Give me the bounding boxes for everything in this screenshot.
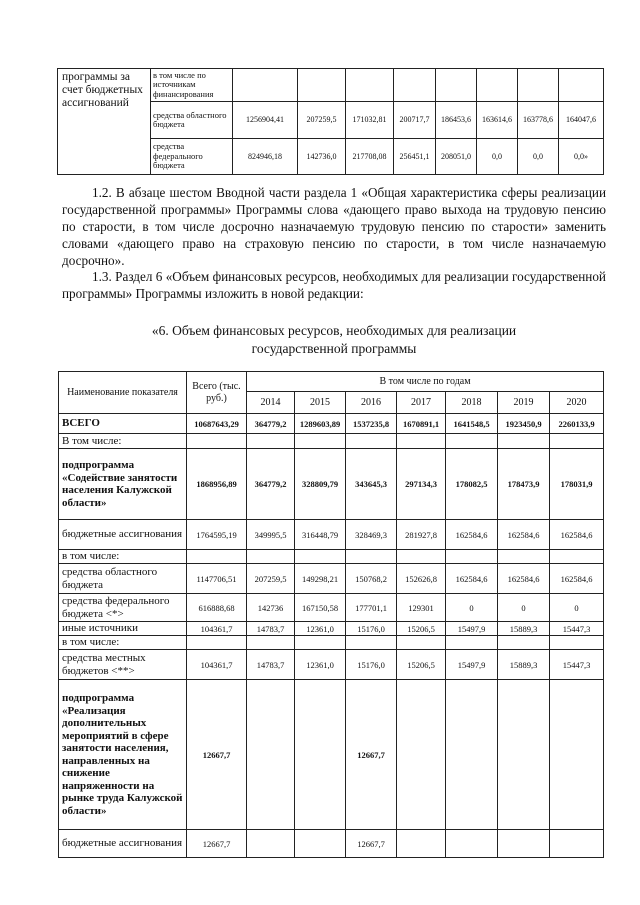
- cell-value: 316448,79: [295, 520, 346, 550]
- cell-value: [446, 550, 498, 564]
- table-row: [59, 650, 604, 680]
- cell-value: 364779,2: [247, 449, 295, 520]
- cell-value: 343645,3: [346, 449, 397, 520]
- cell-total: 1868956,89: [187, 449, 247, 520]
- cell-value: [295, 680, 346, 830]
- financing-table: [58, 371, 604, 858]
- cell-total: 104361,7: [187, 622, 247, 636]
- section-title: [62, 322, 606, 358]
- cell-value: 297134,3: [397, 449, 446, 520]
- header-name: Наименование показателя: [59, 372, 187, 414]
- cell-value: 1923450,9: [498, 414, 550, 434]
- cell-value: [550, 636, 604, 650]
- cell-value: [247, 550, 295, 564]
- cell-value: 150768,2: [346, 564, 397, 594]
- cell-value: [498, 680, 550, 830]
- cell-value: 1289603,89: [295, 414, 346, 434]
- cell-value: [247, 636, 295, 650]
- cell-total: 616888,68: [187, 594, 247, 622]
- cell-value: [498, 434, 550, 449]
- row-name: средства местных бюджетов <**>: [59, 650, 187, 680]
- table-row: [59, 830, 604, 858]
- cell-total: 10687643,29: [187, 414, 247, 434]
- cell-value: [346, 636, 397, 650]
- cell-value: [247, 830, 295, 858]
- cell-value: [550, 830, 604, 858]
- cell-value: [550, 680, 604, 830]
- cell-total: 824946,18: [233, 139, 298, 175]
- cell-value: 14783,7: [247, 650, 295, 680]
- cell-value: 0,0: [518, 139, 559, 175]
- cell-value: 12667,7: [346, 680, 397, 830]
- cell-value: 2260133,9: [550, 414, 604, 434]
- table-row: [59, 520, 604, 550]
- cell-value: [247, 434, 295, 449]
- cell-value: 15206,5: [397, 650, 446, 680]
- cell-value: 281927,8: [397, 520, 446, 550]
- cell-value: 186453,6: [436, 102, 477, 139]
- cell-total: [187, 550, 247, 564]
- row-name: средства федерального бюджета: [151, 139, 233, 175]
- table-row: [59, 564, 604, 594]
- row-name: средства областного бюджета: [59, 564, 187, 594]
- cell-value: 14783,7: [247, 622, 295, 636]
- header-year: 2018: [446, 392, 498, 414]
- cell-value: 208051,0: [436, 139, 477, 175]
- header-row-1: [59, 372, 604, 392]
- table-row: [59, 550, 604, 564]
- cell-value: 142736: [247, 594, 295, 622]
- header-year: 2015: [295, 392, 346, 414]
- row-name: В том числе:: [59, 434, 187, 449]
- cell-value: 12667,7: [346, 830, 397, 858]
- header-year: 2020: [550, 392, 604, 414]
- cell-value: [498, 830, 550, 858]
- top-fragment-table: [57, 68, 604, 175]
- header-total: Всего (тыс. руб.): [187, 372, 247, 414]
- cell-value: 328809,79: [295, 449, 346, 520]
- cell-value: 164047,6: [559, 102, 604, 139]
- cell-value: [346, 550, 397, 564]
- cell-value: 217708,08: [346, 139, 394, 175]
- cell-value: [397, 636, 446, 650]
- cell-value: [498, 550, 550, 564]
- table-row: [59, 594, 604, 622]
- cell-value: [295, 434, 346, 449]
- cell-value: 162584,6: [498, 520, 550, 550]
- top-row-sources: [58, 69, 604, 102]
- cell-value: 0,0: [477, 139, 518, 175]
- cell-value: 15497,9: [446, 622, 498, 636]
- cell-value: 162584,6: [446, 520, 498, 550]
- cell-value: 1537235,8: [346, 414, 397, 434]
- row-name: ВСЕГО: [59, 414, 187, 434]
- header-year: 2016: [346, 392, 397, 414]
- row-name: средства областного бюджета: [151, 102, 233, 139]
- table-row: [59, 449, 604, 520]
- paragraph-1-2: 1.2. В абзаце шестом Вводной части раздела 1 «Общая характеристика сферы реализации государственной программы» Программы слова «дающего право выхода на трудовую пенсию по старости, в том числе досрочно назначаемую трудовую пенсию по старости» заменить словами «дающего право на страховую пенсию по старости, в том числе назначаемую досрочно».: [62, 185, 606, 268]
- cell-value: [295, 636, 346, 650]
- cell-value: 1670891,1: [397, 414, 446, 434]
- cell-value: [446, 830, 498, 858]
- cell-value: 162584,6: [550, 564, 604, 594]
- cell-value: 178031,9: [550, 449, 604, 520]
- cell-value: 349995,5: [247, 520, 295, 550]
- cell-value: 328469,3: [346, 520, 397, 550]
- table-row: [59, 622, 604, 636]
- header-by-years: В том числе по годам: [247, 372, 604, 392]
- cell-value: 178082,5: [446, 449, 498, 520]
- cell-value: [295, 550, 346, 564]
- cell-value: 15497,9: [446, 650, 498, 680]
- cell-value: 163778,6: [518, 102, 559, 139]
- cell-value: [397, 434, 446, 449]
- cell-value: 162584,6: [550, 520, 604, 550]
- cell-total: 12667,7: [187, 830, 247, 858]
- cell-value: 162584,6: [446, 564, 498, 594]
- cell-total: 1147706,51: [187, 564, 247, 594]
- header-year: 2014: [247, 392, 295, 414]
- header-year: 2017: [397, 392, 446, 414]
- table-row: [59, 680, 604, 830]
- table-row: [59, 414, 604, 434]
- cell-value: 152626,8: [397, 564, 446, 594]
- cell-total: 1764595,19: [187, 520, 247, 550]
- cell-value: [346, 434, 397, 449]
- cell-value: 0: [446, 594, 498, 622]
- row-name: подпрограмма «Реализация дополнительных мероприятий в сфере занятости населения, направленных на снижение напряженности на рынке труда Калужской области»: [59, 680, 187, 830]
- cell-value: 0: [498, 594, 550, 622]
- cell-value: [446, 434, 498, 449]
- row-name: средства федерального бюджета <*>: [59, 594, 187, 622]
- table-row: [59, 434, 604, 449]
- cell-value: 129301: [397, 594, 446, 622]
- cell-value: 207259,5: [298, 102, 346, 139]
- cell-value: 171032,81: [346, 102, 394, 139]
- cell-value: 162584,6: [498, 564, 550, 594]
- cell-value: 200717,7: [394, 102, 436, 139]
- cell-value: 177701,1: [346, 594, 397, 622]
- header-year: 2019: [498, 392, 550, 414]
- cell-total: 12667,7: [187, 680, 247, 830]
- cell-total: [187, 636, 247, 650]
- section-title-line1: «6. Объем финансовых ресурсов, необходимых для реализации: [151, 323, 517, 338]
- cell-value: 15889,3: [498, 622, 550, 636]
- cell-value: 15447,3: [550, 650, 604, 680]
- cell-value: 15889,3: [498, 650, 550, 680]
- cell-value: [295, 830, 346, 858]
- row-name: бюджетные ассигнования: [59, 830, 187, 858]
- cell-value: 142736,0: [298, 139, 346, 175]
- cell-value: 364779,2: [247, 414, 295, 434]
- cell-value: 15176,0: [346, 650, 397, 680]
- row-name: в том числе:: [59, 636, 187, 650]
- cell-value: [397, 680, 446, 830]
- row-name: в том числе:: [59, 550, 187, 564]
- section-title-line2: государственной программы: [251, 341, 417, 356]
- cell-value: 167150,58: [295, 594, 346, 622]
- cell-value: 256451,1: [394, 139, 436, 175]
- cell-value: [550, 434, 604, 449]
- cell-value: [498, 636, 550, 650]
- cell-value: 0: [550, 594, 604, 622]
- table-row: [59, 636, 604, 650]
- paragraph-1-3: 1.3. Раздел 6 «Объем финансовых ресурсов, необходимых для реализации государственной программы» Программы изложить в новой редакции:: [62, 269, 606, 301]
- row-name: бюджетные ассигнования: [59, 520, 187, 550]
- cell-value: 0,0»: [559, 139, 604, 175]
- cell-value: 1641548,5: [446, 414, 498, 434]
- cell-value: 12361,0: [295, 650, 346, 680]
- cell-value: 15447,3: [550, 622, 604, 636]
- cell-value: 178473,9: [498, 449, 550, 520]
- cell-value: [397, 830, 446, 858]
- cell-value: 15206,5: [397, 622, 446, 636]
- row-name: иные источники: [59, 622, 187, 636]
- row-name: подпрограмма «Содействие занятости населения Калужской области»: [59, 449, 187, 520]
- cell-value: [550, 550, 604, 564]
- cell-value: [247, 680, 295, 830]
- cell-value: 207259,5: [247, 564, 295, 594]
- cell-value: 15176,0: [346, 622, 397, 636]
- cell-value: 163614,6: [477, 102, 518, 139]
- cell-value: [446, 636, 498, 650]
- row-name: в том числе по источникам финансирования: [151, 69, 233, 102]
- cell-value: 149298,21: [295, 564, 346, 594]
- top-row-label: программы за счет бюджетных ассигнований: [58, 69, 151, 175]
- cell-total: [187, 434, 247, 449]
- cell-value: 12361,0: [295, 622, 346, 636]
- cell-total: 1256904,41: [233, 102, 298, 139]
- cell-total: 104361,7: [187, 650, 247, 680]
- cell-value: [446, 680, 498, 830]
- table-body: [59, 414, 604, 858]
- cell-value: [397, 550, 446, 564]
